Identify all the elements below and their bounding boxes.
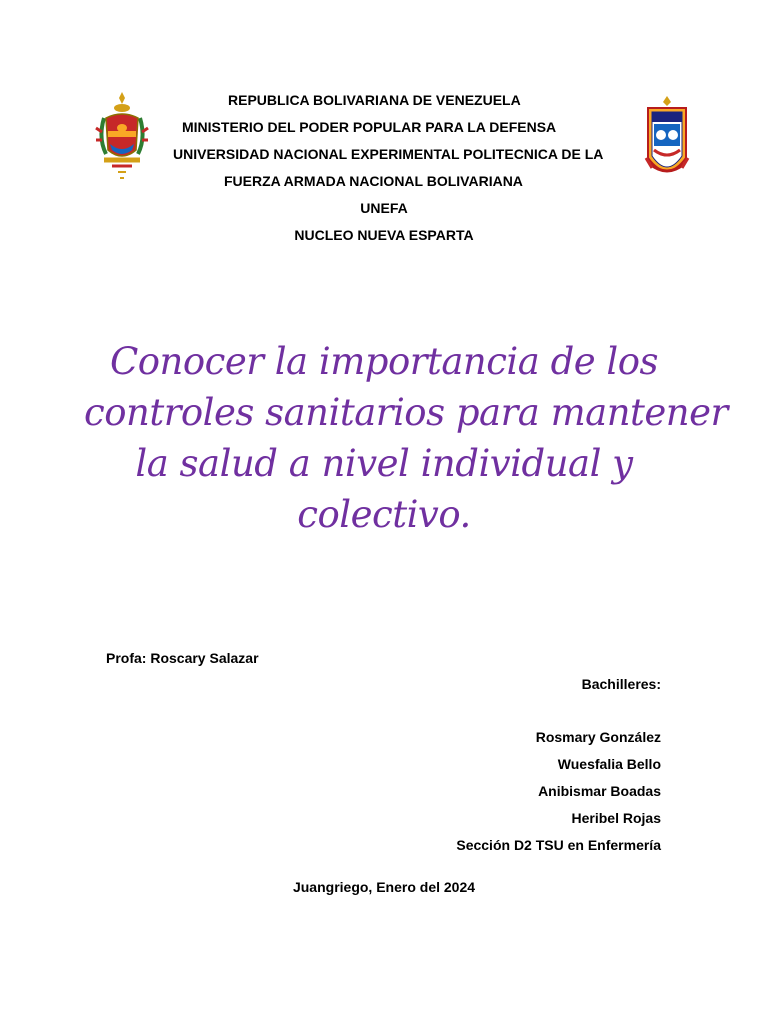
title-line-3: la salud a nivel individual y — [135, 442, 633, 485]
title-line-1: Conocer la importancia de los — [109, 340, 659, 383]
header-country: REPUBLICA BOLIVARIANA DE VENEZUELA — [228, 92, 521, 108]
teacher-name: Profa: Roscary Salazar — [106, 650, 259, 666]
student-name: Wuesfalia Bello — [557, 756, 661, 772]
student-name: Heribel Rojas — [571, 810, 661, 826]
header-campus: NUCLEO NUEVA ESPARTA — [294, 227, 474, 243]
venezuela-coat-of-arms-icon — [92, 88, 152, 184]
student-section: Sección D2 TSU en Enfermería — [456, 837, 661, 853]
unefa-shield-icon — [642, 94, 692, 190]
header-university-cont: FUERZA ARMADA NACIONAL BOLIVARIANA — [224, 173, 523, 189]
header-acronym: UNEFA — [360, 200, 408, 216]
header-ministry: MINISTERIO DEL PODER POPULAR PARA LA DEFENSA — [182, 119, 557, 135]
place-date: Juangriego, Enero del 2024 — [292, 879, 476, 895]
header-university: UNIVERSIDAD NACIONAL EXPERIMENTAL POLITECNICA DE LA — [173, 146, 604, 162]
student-name: Anibismar Boadas — [538, 783, 661, 799]
student-name: Rosmary González — [535, 729, 661, 745]
title-line-4: colectivo. — [297, 493, 471, 536]
document-title — [84, 336, 728, 540]
students-heading: Bachilleres: — [581, 676, 661, 692]
title-line-2: controles sanitarios para mantener — [84, 391, 728, 434]
